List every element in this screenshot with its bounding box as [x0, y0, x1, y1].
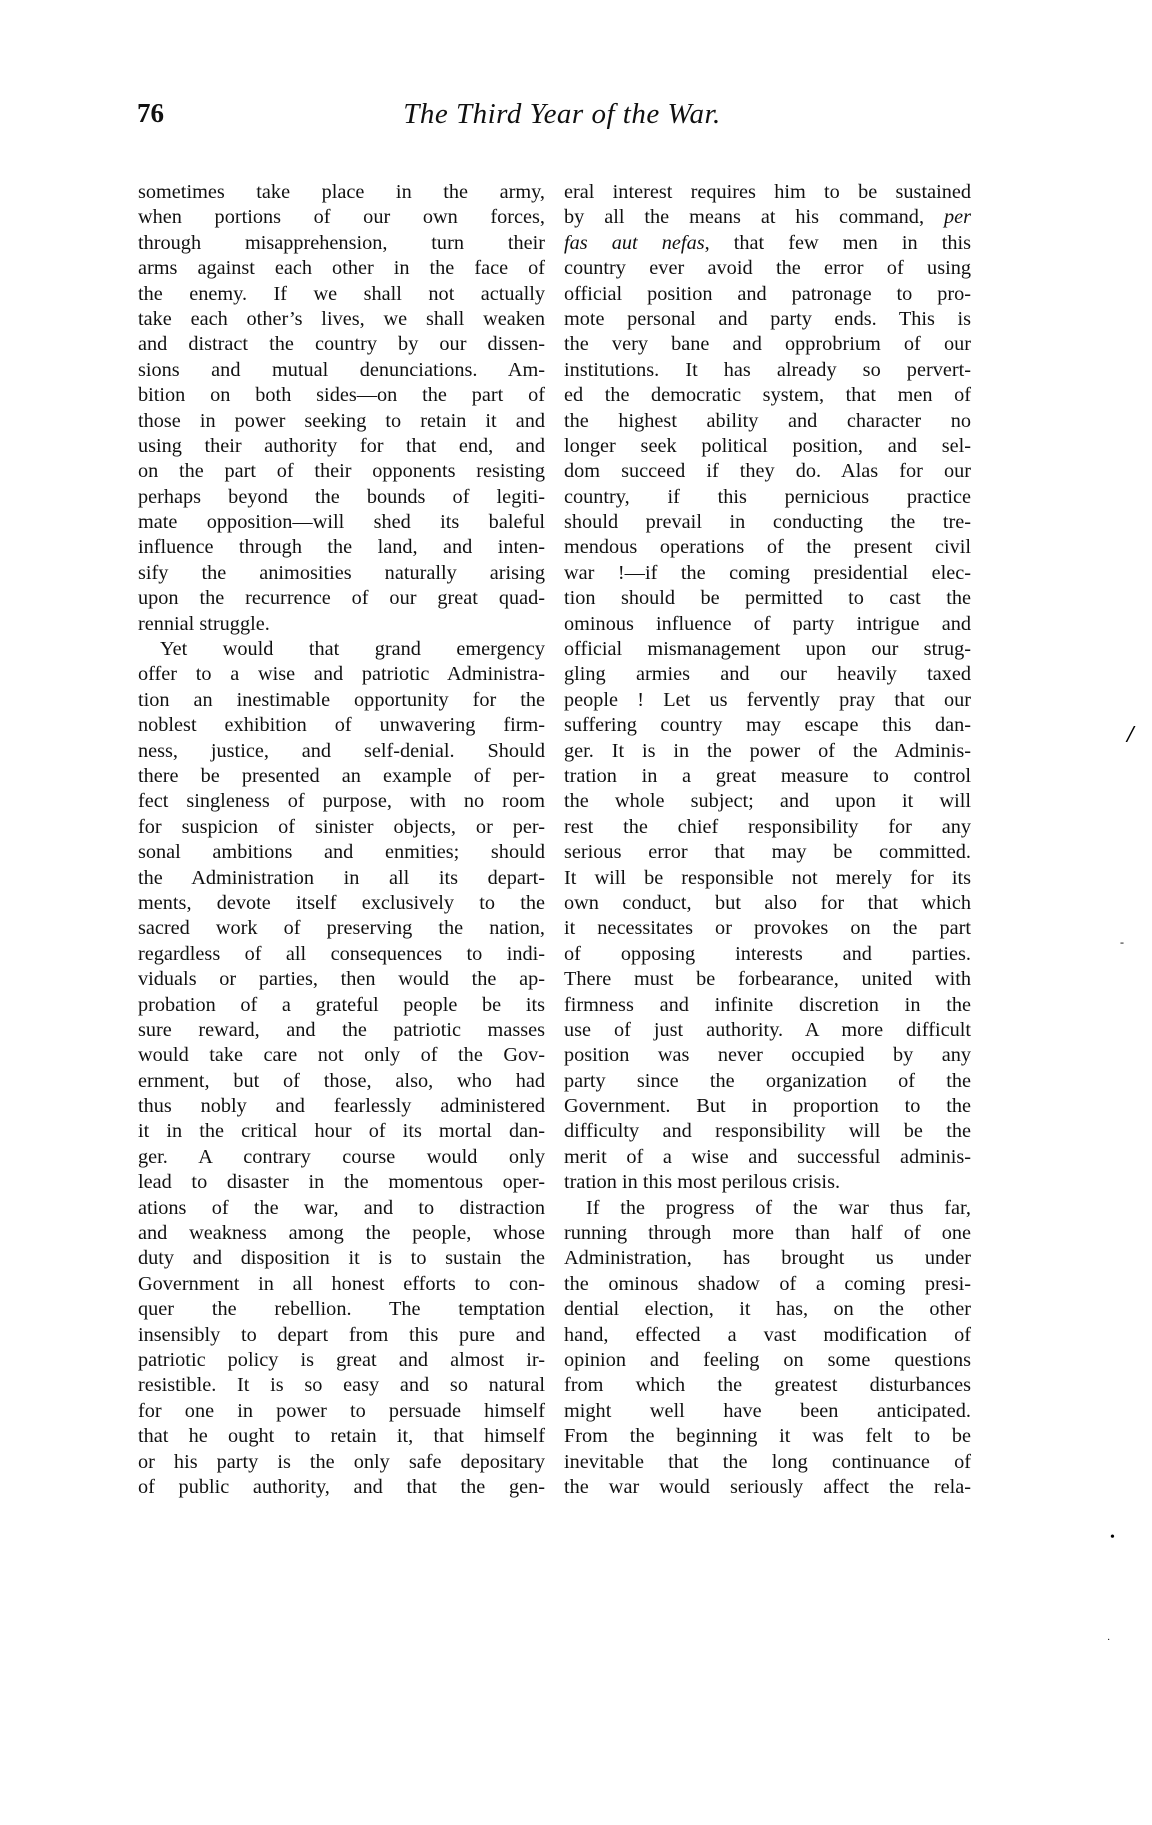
text-line: quer the rebellion. The temptation [138, 1298, 545, 1321]
text-line: through misapprehension, turn their [138, 231, 545, 254]
text-line: resistible. It is so easy and so natural [138, 1374, 545, 1397]
text-line: would take care not only of the Gov- [138, 1044, 545, 1067]
text-line: position was never occupied by any [564, 1044, 971, 1067]
text-line: inevitable that the long continuance of [564, 1450, 971, 1473]
text-line: running through more than half of one [564, 1222, 971, 1245]
text-line: ger. A contrary course would only [138, 1145, 545, 1168]
text-line: that he ought to retain it, that himself [138, 1425, 545, 1448]
text-line: tration in a great measure to control [564, 764, 971, 787]
text-line: country, if this pernicious practice [564, 485, 971, 508]
text-line: sure reward, and the patriotic masses [138, 1018, 545, 1041]
page-number: 76 [137, 98, 164, 128]
text-line: for one in power to persuade himself [138, 1399, 545, 1422]
margin-small-dot-mark: · [1107, 1635, 1111, 1646]
text-line: insensibly to depart from this pure and [138, 1323, 545, 1346]
text-line: might well have been anticipated. [564, 1399, 971, 1422]
text-line: those in power seeking to retain it and [138, 409, 545, 432]
text-line: Administration, has brought us under [564, 1247, 971, 1270]
text-line: institutions. It has already so pervert- [564, 358, 971, 381]
text-line: war !—if the coming presidential elec- [564, 561, 971, 584]
text-line: From the beginning it was felt to be [564, 1425, 971, 1448]
running-title: The Third Year of the War. [403, 98, 721, 130]
text-line: sonal ambitions and enmities; should [138, 841, 545, 864]
text-line: There must be forbearance, united with [564, 968, 971, 991]
text-line: the highest ability and character no [564, 409, 971, 432]
text-line: difficulty and responsibility will be the [564, 1120, 971, 1143]
text-line: mate opposition—will shed its baleful [138, 511, 545, 534]
latin-phrase: fas aut nefas [564, 231, 705, 254]
text-line: ger. It is in the power of the Adminis- [564, 739, 971, 762]
text-line: the whole subject; and upon it will [564, 790, 971, 813]
text-line: ominous influence of party intrigue and [564, 612, 971, 635]
text-line: offer to a wise and patriotic Administra- [138, 663, 545, 686]
text-line: arms against each other in the face of [138, 257, 545, 280]
text-line [564, 231, 971, 256]
text-line: people ! Let us fervently pray that our [564, 688, 971, 711]
text-line: ments, devote itself exclusively to the [138, 891, 545, 914]
text-line: the ominous shadow of a coming presi- [564, 1272, 971, 1295]
paragraph-end-line: rennial struggle. [138, 612, 270, 635]
text-line: Government in all honest efforts to con- [138, 1272, 545, 1295]
text-line: viduals or parties, then would the ap- [138, 968, 545, 991]
text-line: of public authority, and that the gen- [138, 1475, 545, 1498]
text-line: take each other’s lives, we shall weaken [138, 307, 545, 330]
text-line: use of just authority. A more difficult [564, 1018, 971, 1041]
text-line: serious error that may be committed. [564, 841, 971, 864]
latin-phrase: per [943, 206, 971, 229]
text-line: bition on both sides—on the part of [138, 384, 545, 407]
text-line: the enemy. If we shall not actually [138, 282, 545, 305]
text-line: firmness and infinite discretion in the [564, 993, 971, 1016]
text-line: own conduct, but also for that which [564, 891, 971, 914]
text-line: using their authority for that end, and [138, 434, 545, 457]
paragraph-start-line: If the progress of the war thus far, [586, 1196, 971, 1219]
text-run: by all the means at his command, [564, 206, 944, 229]
text-line: country ever avoid the error of using [564, 257, 971, 280]
text-line: the Administration in all its depart- [138, 866, 545, 889]
text-line: dential election, it has, on the other [564, 1298, 971, 1321]
text-line: mote personal and party ends. This is [564, 307, 971, 330]
text-line: there be presented an example of per- [138, 764, 545, 787]
margin-ink-mark: / [1127, 722, 1134, 748]
right-column [564, 180, 971, 1500]
text-line: sions and mutual denunciations. Am- [138, 358, 545, 381]
text-line: longer seek political position, and sel- [564, 434, 971, 457]
text-line: lead to disaster in the momentous oper- [138, 1171, 545, 1194]
text-line: opinion and feeling on some questions [564, 1348, 971, 1371]
text-line: hand, effected a vast modification of [564, 1323, 971, 1346]
text-line: sometimes take place in the army, [138, 181, 545, 203]
text-line: It will be responsible not merely for its [564, 866, 971, 889]
text-line: regardless of all consequences to indi- [138, 942, 545, 965]
text-line: mendous operations of the present civil [564, 536, 971, 559]
text-line: ations of the war, and to distraction [138, 1196, 545, 1219]
text-line: fect singleness of purpose, with no room [138, 790, 545, 813]
text-line: ed the democratic system, that men of [564, 384, 971, 407]
paragraph-start-line: Yet would that grand emergency [160, 638, 545, 661]
text-line: influence through the land, and inten- [138, 536, 545, 559]
text-line: patriotic policy is great and almost ir- [138, 1348, 545, 1371]
text-line: tion an inestimable opportunity for the [138, 688, 545, 711]
text-line: merit of a wise and successful adminis- [564, 1145, 971, 1168]
text-line: and weakness among the people, whose [138, 1222, 545, 1245]
text-line: and distract the country by our dissen- [138, 333, 545, 356]
text-line: on the part of their opponents resisting [138, 460, 545, 483]
text-line [564, 205, 971, 230]
text-line: party since the organization of the [564, 1069, 971, 1092]
text-line: or his party is the only safe depositary [138, 1450, 545, 1473]
text-run: , that few men in this [704, 231, 971, 254]
margin-dash-mark: - [1120, 935, 1124, 949]
text-line: tion should be permitted to cast the [564, 587, 971, 610]
paragraph-end-line: tration in this most perilous crisis. [564, 1171, 841, 1194]
text-line: official position and patronage to pro- [564, 282, 971, 305]
text-line: thus nobly and fearlessly administered [138, 1095, 545, 1118]
text-line: for suspicion of sinister objects, or per- [138, 815, 545, 838]
text-line: eral interest requires him to be sustained [564, 181, 971, 203]
text-line: the very bane and opprobrium of our [564, 333, 971, 356]
text-line: noblest exhibition of unwavering firm- [138, 714, 545, 737]
text-line: when portions of our own forces, [138, 206, 545, 229]
text-line: it necessitates or provokes on the part [564, 917, 971, 940]
text-line: Government. But in proportion to the [564, 1095, 971, 1118]
text-line: probation of a grateful people be its [138, 993, 545, 1016]
running-head [137, 98, 967, 138]
text-line: sacred work of preserving the nation, [138, 917, 545, 940]
text-line: from which the greatest disturbances [564, 1374, 971, 1397]
text-line: of opposing interests and parties. [564, 942, 971, 965]
text-line: ernment, but of those, also, who had [138, 1069, 545, 1092]
text-line: suffering country may escape this dan- [564, 714, 971, 737]
text-line: rest the chief responsibility for any [564, 815, 971, 838]
text-line: should prevail in conducting the tre- [564, 511, 971, 534]
text-line: duty and disposition it is to sustain the [138, 1247, 545, 1270]
margin-dot-mark: • [1110, 1530, 1115, 1545]
text-line: gling armies and our heavily taxed [564, 663, 971, 686]
text-line: ness, justice, and self-denial. Should [138, 739, 545, 762]
text-line: sify the animosities naturally arising [138, 561, 545, 584]
text-line: official mismanagement upon our strug- [564, 638, 971, 661]
text-line: upon the recurrence of our great quad- [138, 587, 545, 610]
text-line: the war would seriously affect the rela- [564, 1475, 971, 1498]
text-line: perhaps beyond the bounds of legiti- [138, 485, 545, 508]
left-column [138, 180, 545, 1500]
text-line: it in the critical hour of its mortal dan- [138, 1120, 545, 1143]
text-line: dom succeed if they do. Alas for our [564, 460, 971, 483]
